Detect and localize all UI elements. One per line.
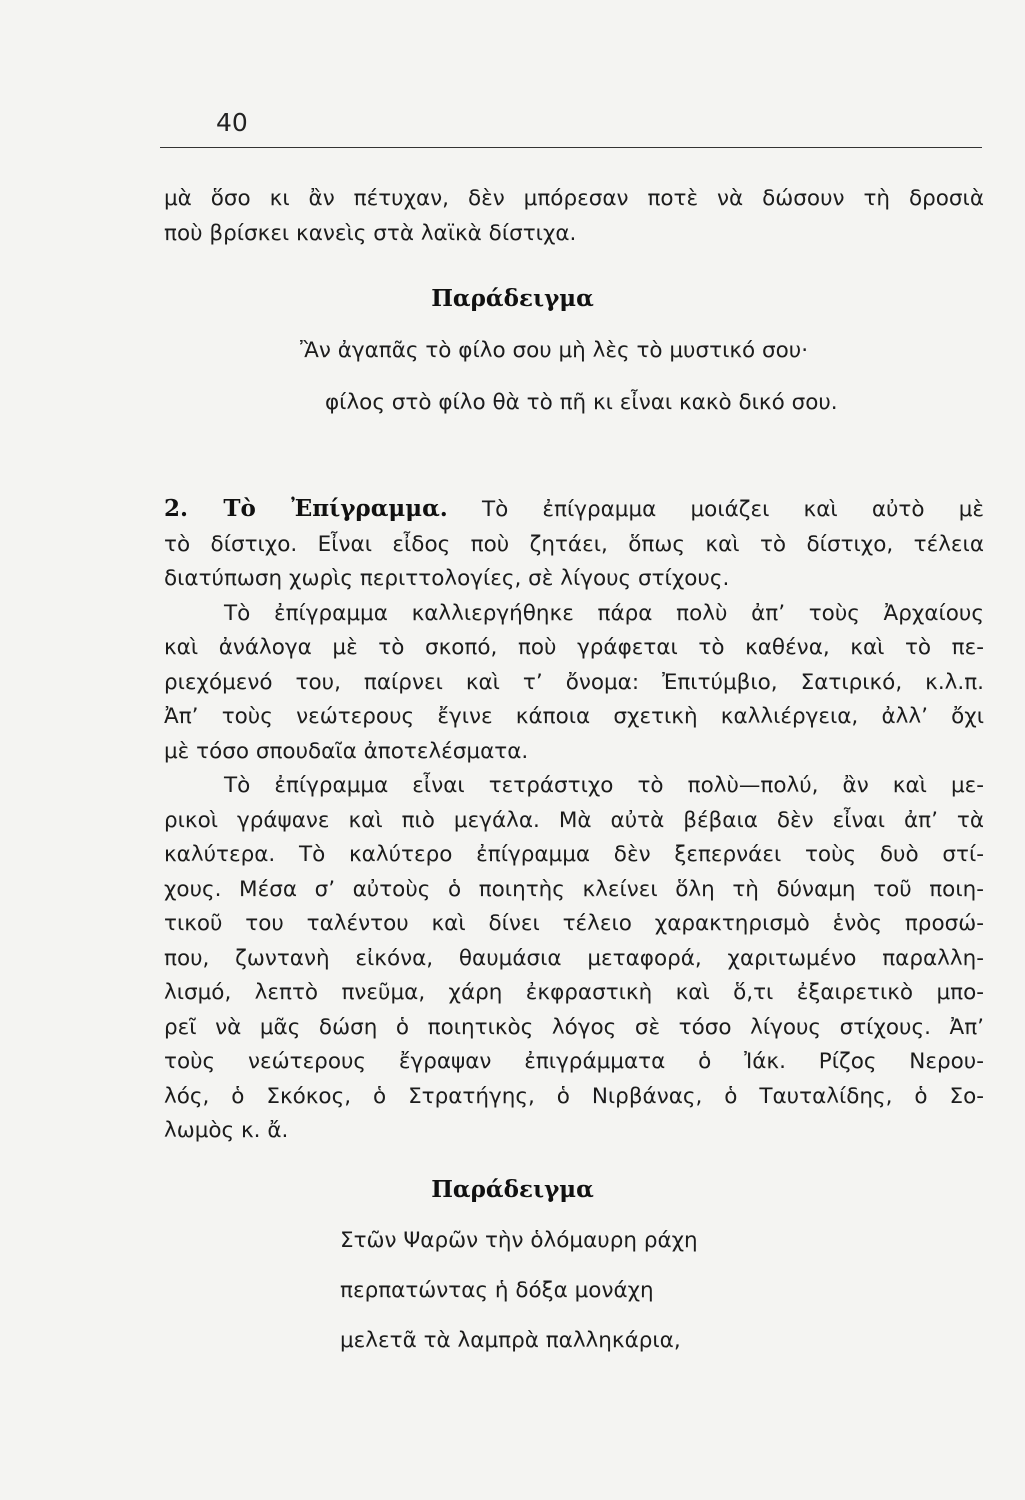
text-line: ρεῖ νὰ μᾶς δώση ὁ ποιητικὸς λόγος σὲ τόσο λίγους στίχους. Ἀπ’	[164, 1014, 984, 1040]
text-line: καλύτερα. Τὸ καλύτερο ἐπίγραμμα δὲν ξεπερνάει τοὺς δυὸ στί-	[164, 842, 984, 867]
verse-line: μελετᾶ τὰ λαμπρὰ παλληκάρια,	[340, 1328, 681, 1353]
text-line: διατύπωση χωρὶς περιττολογίες, σὲ λίγους στίχους.	[164, 566, 730, 591]
text-line: ρικοὶ γράψανε καὶ πιὸ μεγάλα. Μὰ αὐτὰ βέβαια δὲν εἶναι ἀπ’ τὰ	[164, 807, 984, 833]
text-line: τὸ δίστιχο. Εἶναι εἶδος ποὺ ζητάει, ὅπως καὶ τὸ δίστιχο, τέλεια	[164, 531, 984, 557]
verse-line: φίλος στὸ φίλο θὰ τὸ πῆ κι εἶναι κακὸ δικό σου.	[325, 390, 838, 415]
text-line: Τὸ ἐπίγραμμα εἶναι τετράστιχο τὸ πολὺ—πολύ, ἂν καὶ με-	[224, 773, 984, 798]
verse-line: Στῶν Ψαρῶν τὴν ὁλόμαυρη ράχη	[340, 1228, 698, 1253]
section-2	[164, 492, 984, 1149]
verse-line: Ἂν ἀγαπᾶς τὸ φίλο σου μὴ λὲς τὸ μυστικό σου·	[300, 338, 809, 363]
text-line: μὰ ὅσο κι ἂν πέτυχαν, δὲν μπόρεσαν ποτὲ νὰ δώσουν τὴ δροσιὰ	[164, 186, 984, 211]
header-rule	[160, 147, 982, 148]
text-line: τικοῦ του ταλέντου καὶ δίνει τέλειο χαρακτηρισμὸ ἑνὸς προσώ-	[164, 911, 984, 936]
verse-line: περπατώντας ἡ δόξα μονάχη	[340, 1278, 654, 1303]
text-line: χους. Μέσα σ’ αὐτοὺς ὁ ποιητὴς κλείνει ὅλη τὴ δύναμη τοῦ ποιη-	[164, 876, 984, 902]
intro-paragraph	[164, 182, 984, 251]
text-line: καὶ ἀνάλογα μὲ τὸ σκοπό, ποὺ γράφεται τὸ καθένα, καὶ τὸ πε-	[164, 635, 984, 660]
section-title: 2. Τὸ Ἐπίγραμμα.	[164, 495, 448, 522]
example-heading: Παράδειγμα	[431, 1176, 594, 1203]
text-line: λός, ὁ Σκόκος, ὁ Στρατήγης, ὁ Νιρβάνας, ὁ Ταυταλίδης, ὁ Σο-	[164, 1083, 984, 1109]
text-line: Ἀπ’ τοὺς νεώτερους ἔγινε κάποια σχετικὴ καλλιέργεια, ἀλλ’ ὄχι	[164, 704, 984, 729]
text-line: λωμὸς κ. ἄ.	[164, 1118, 289, 1143]
text-line: λισμό, λεπτὸ πνεῦμα, χάρη ἐκφραστικὴ καὶ ὅ,τι ἐξαιρετικὸ μπο-	[164, 980, 984, 1005]
text-line: Τὸ ἐπίγραμμα καλλιεργήθηκε πάρα πολὺ ἀπ’ τοὺς Ἀρχαίους	[224, 600, 984, 626]
text-line: ριεχόμενό του, παίρνει καὶ τ’ ὄνομα: Ἐπιτύμβιο, Σατιρικό, κ.λ.π.	[164, 669, 984, 695]
text-line: που, ζωντανὴ εἰκόνα, θαυμάσια μεταφορά, χαριτωμένο παραλλη-	[164, 945, 984, 971]
text-line: τοὺς νεώτερους ἔγραψαν ἐπιγράμματα ὁ Ἰάκ. Ρίζος Νερου-	[164, 1049, 984, 1074]
text-line: μὲ τόσο σπουδαῖα ἀποτελέσματα.	[164, 738, 529, 764]
text-line: ποὺ βρίσκει κανεὶς στὰ λαϊκὰ δίστιχα.	[164, 220, 577, 246]
text-line	[164, 492, 984, 528]
example-heading: Παράδειγμα	[431, 285, 594, 312]
section-first-line-text: Τὸ ἐπίγραμμα μοιάζει καὶ αὐτὸ μὲ	[481, 497, 984, 522]
page-number: 40	[216, 108, 248, 137]
